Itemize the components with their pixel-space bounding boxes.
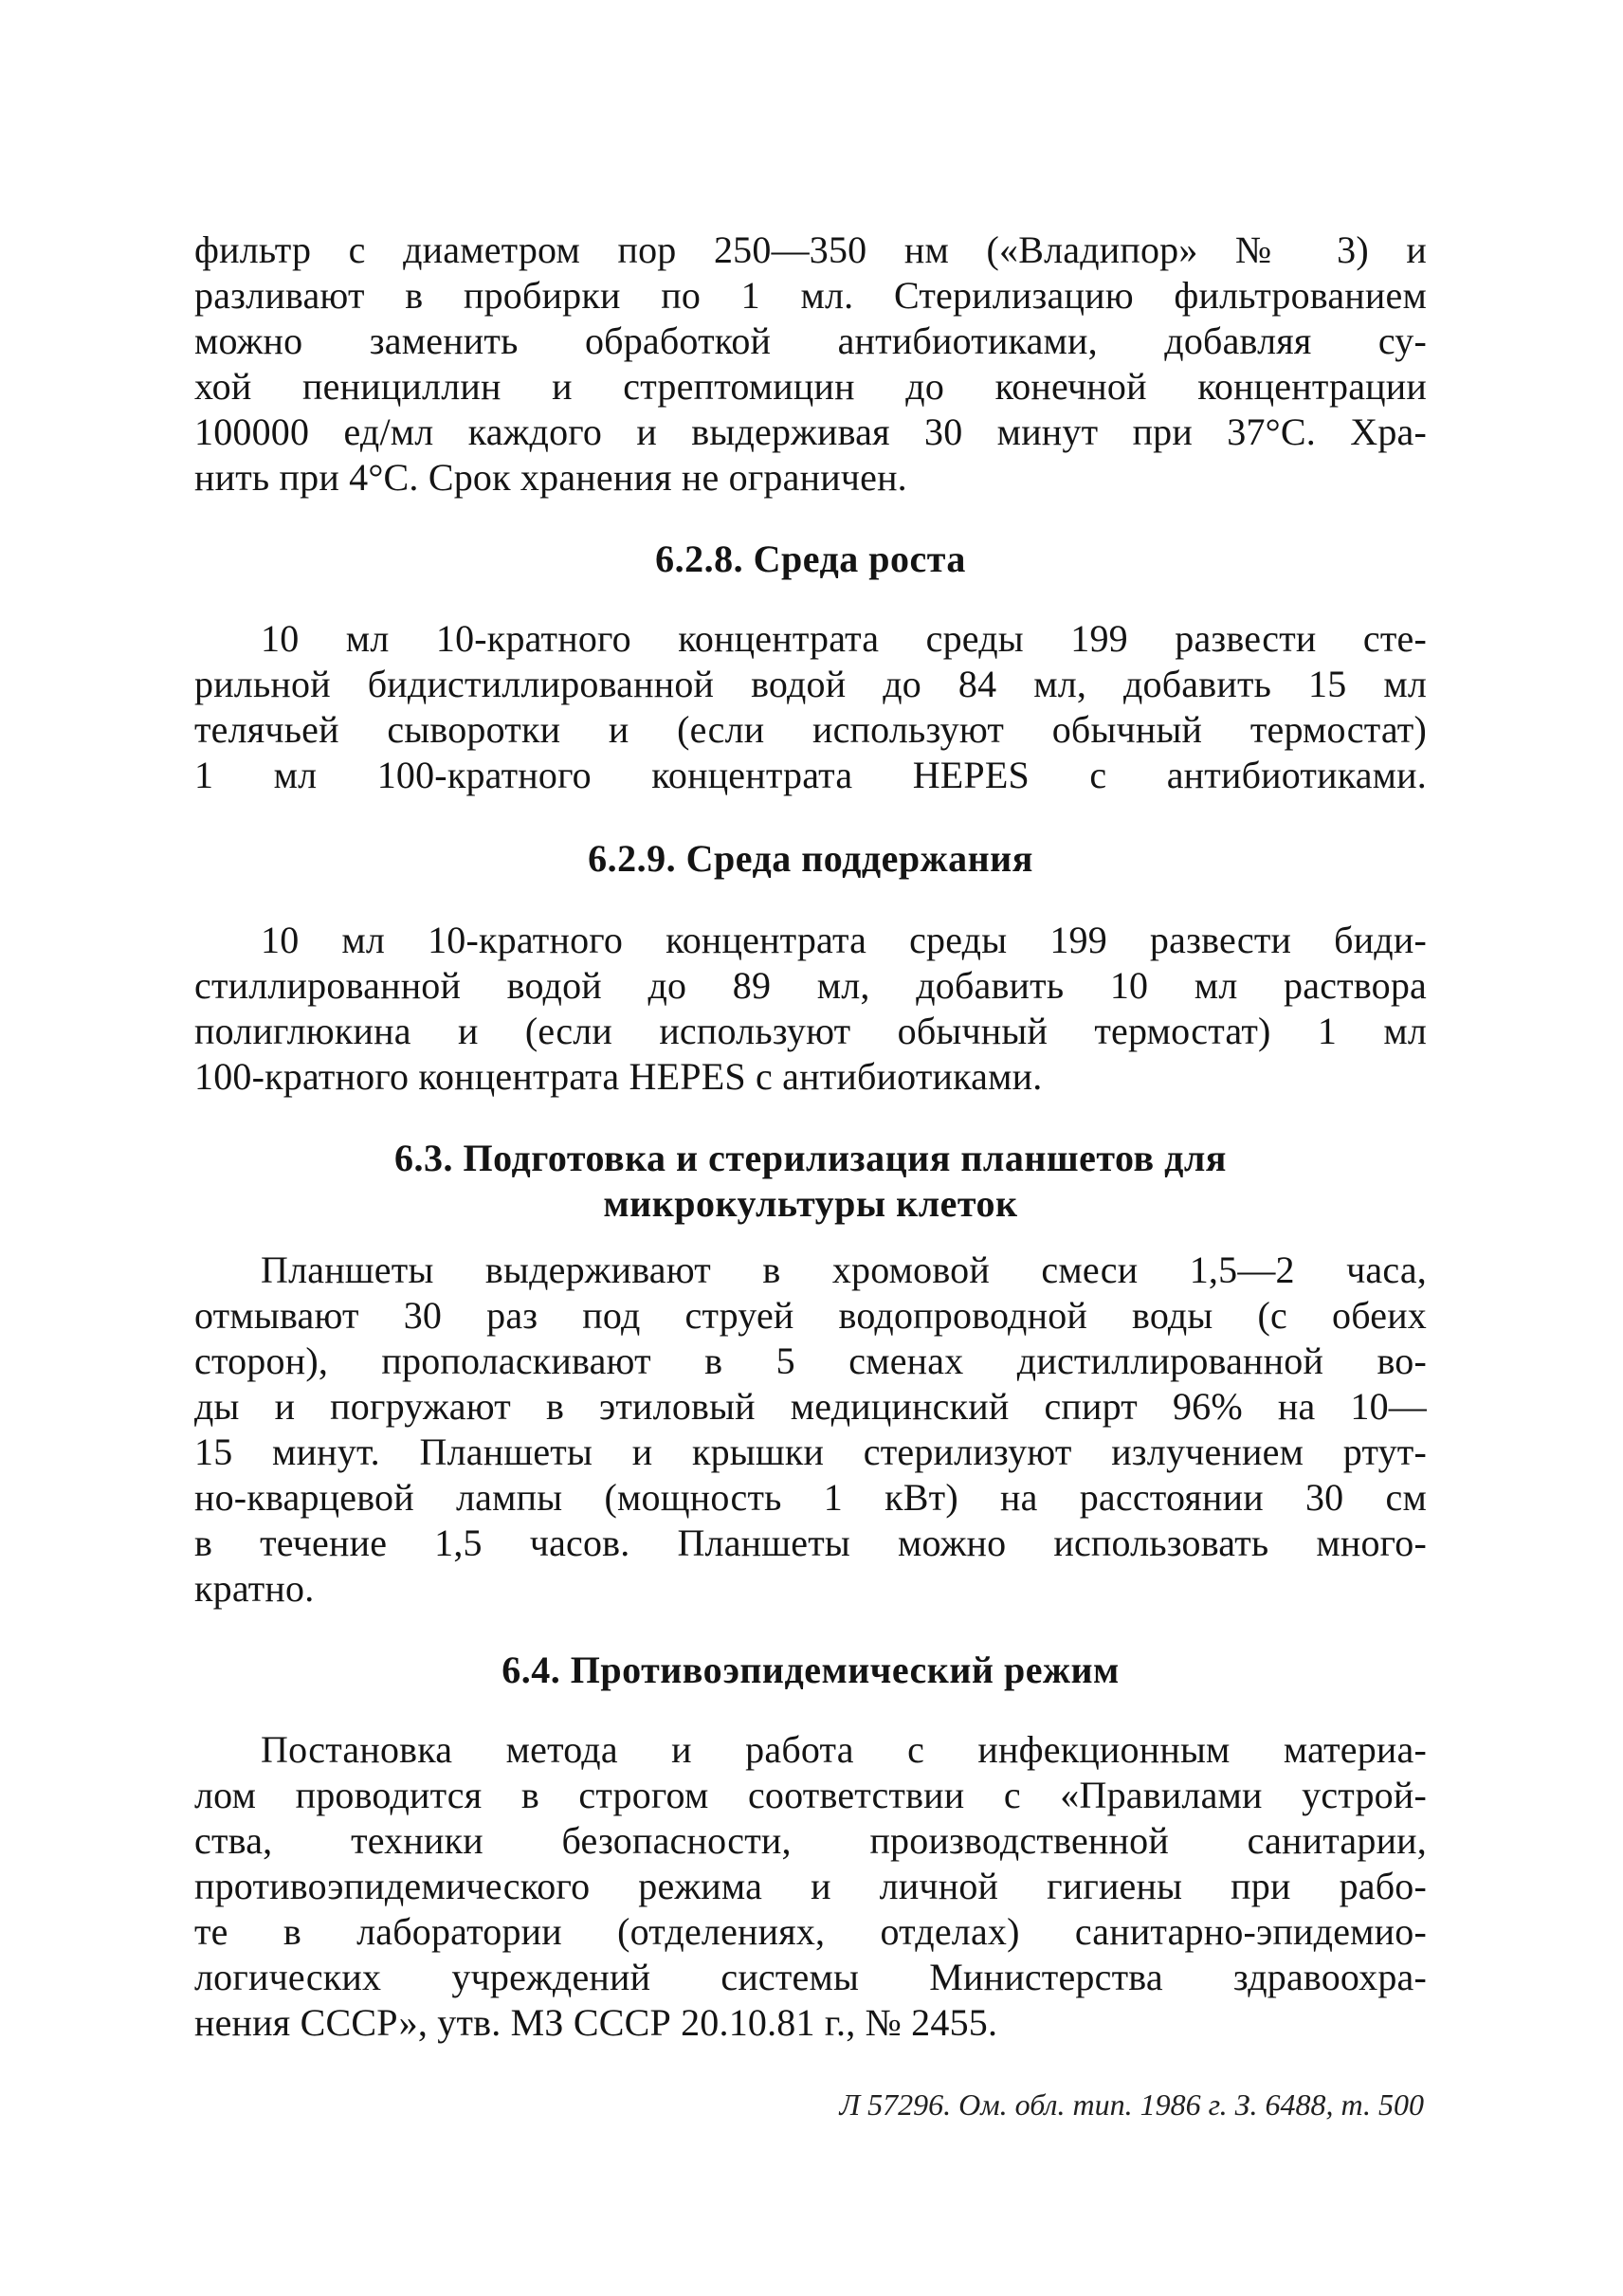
paragraph-line: но-кварцевой лампы (мощность 1 кВт) на расстоянии 30 см (194, 1476, 1427, 1519)
paragraph-line: в течение 1,5 часов. Планшеты можно использовать много- (194, 1522, 1427, 1564)
paragraph-line: Постановка метода и работа с инфекционным материа- (261, 1728, 1427, 1771)
paragraph-line: фильтр с диаметром пор 250—350 нм («Владипор» № 3) и (194, 228, 1427, 271)
paragraph-line: 10 мл 10-кратного концентрата среды 199 развести сте- (261, 617, 1427, 660)
section-heading-6-2-8: 6.2.8. Среда роста (655, 538, 966, 580)
paragraph-line: стиллированной водой до 89 мл, добавить 10 мл раствора (194, 964, 1427, 1007)
paragraph-line: 10 мл 10-кратного концентрата среды 199 развести биди- (261, 919, 1427, 961)
paragraph-line: можно заменить обработкой антибиотиками, добавляя су- (194, 319, 1427, 362)
paragraph-line: 100-кратного концентрата HEPES с антибиотиками. (194, 1055, 1043, 1098)
paragraph-line: отмывают 30 раз под струей водопроводной воды (с обеих (194, 1294, 1427, 1337)
paragraph-line: сторон), прополаскивают в 5 сменах дистиллированной во- (194, 1339, 1427, 1382)
section-heading-6-3-continued: микрокультуры клеток (603, 1182, 1018, 1225)
section-heading-6-3: 6.3. Подготовка и стерилизация планшетов для (394, 1137, 1227, 1179)
printing-imprint: Л 57296. Ом. обл. тип. 1986 г. З. 6488, т. 500 (839, 2087, 1424, 2122)
paragraph-line: те в лаборатории (отделениях, отделах) санитарно-эпидемио- (194, 1910, 1427, 1953)
paragraph-line: противоэпидемического режима и личной гигиены при рабо- (194, 1865, 1427, 1907)
paragraph-line: ды и погружают в этиловый медицинский спирт 96% на 10— (194, 1385, 1427, 1428)
section-heading-6-2-9: 6.2.9. Среда поддержания (588, 837, 1033, 880)
paragraph-line: нения СССР», утв. МЗ СССР 20.10.81 г., № 2455. (194, 2001, 998, 2044)
paragraph-line: кратно. (194, 1567, 315, 1610)
paragraph-line: нить при 4°С. Срок хранения не ограничен. (194, 456, 907, 499)
paragraph-line: ства, техники безопасности, производственной санитарии, (194, 1819, 1427, 1862)
paragraph-line: разливают в пробирки по 1 мл. Стерилизацию фильтрованием (194, 274, 1427, 317)
paragraph-line: лом проводится в строгом соответствии с «Правилами устрой- (194, 1774, 1427, 1816)
paragraph-line: телячьей сыворотки и (если используют обычный термостат) (194, 708, 1427, 751)
paragraph-line: логических учреждений системы Министерства здравоохра- (194, 1956, 1427, 1998)
paragraph-line: 1 мл 100-кратного концентрата HEPES с антибиотиками. (194, 754, 1427, 796)
paragraph-line: 100000 ед/мл каждого и выдерживая 30 минут при 37°С. Хра- (194, 410, 1427, 453)
paragraph-line: хой пенициллин и стрептомицин до конечной концентрации (194, 365, 1427, 408)
paragraph-line: 15 минут. Планшеты и крышки стерилизуют излучением ртут- (194, 1430, 1427, 1473)
section-heading-6-4: 6.4. Противоэпидемический режим (501, 1649, 1120, 1691)
paragraph-line: полиглюкина и (если используют обычный термостат) 1 мл (194, 1010, 1427, 1052)
paragraph-line: Планшеты выдерживают в хромовой смеси 1,5—2 часа, (261, 1248, 1427, 1291)
paragraph-line: рильной бидистиллированной водой до 84 мл, добавить 15 мл (194, 663, 1427, 705)
